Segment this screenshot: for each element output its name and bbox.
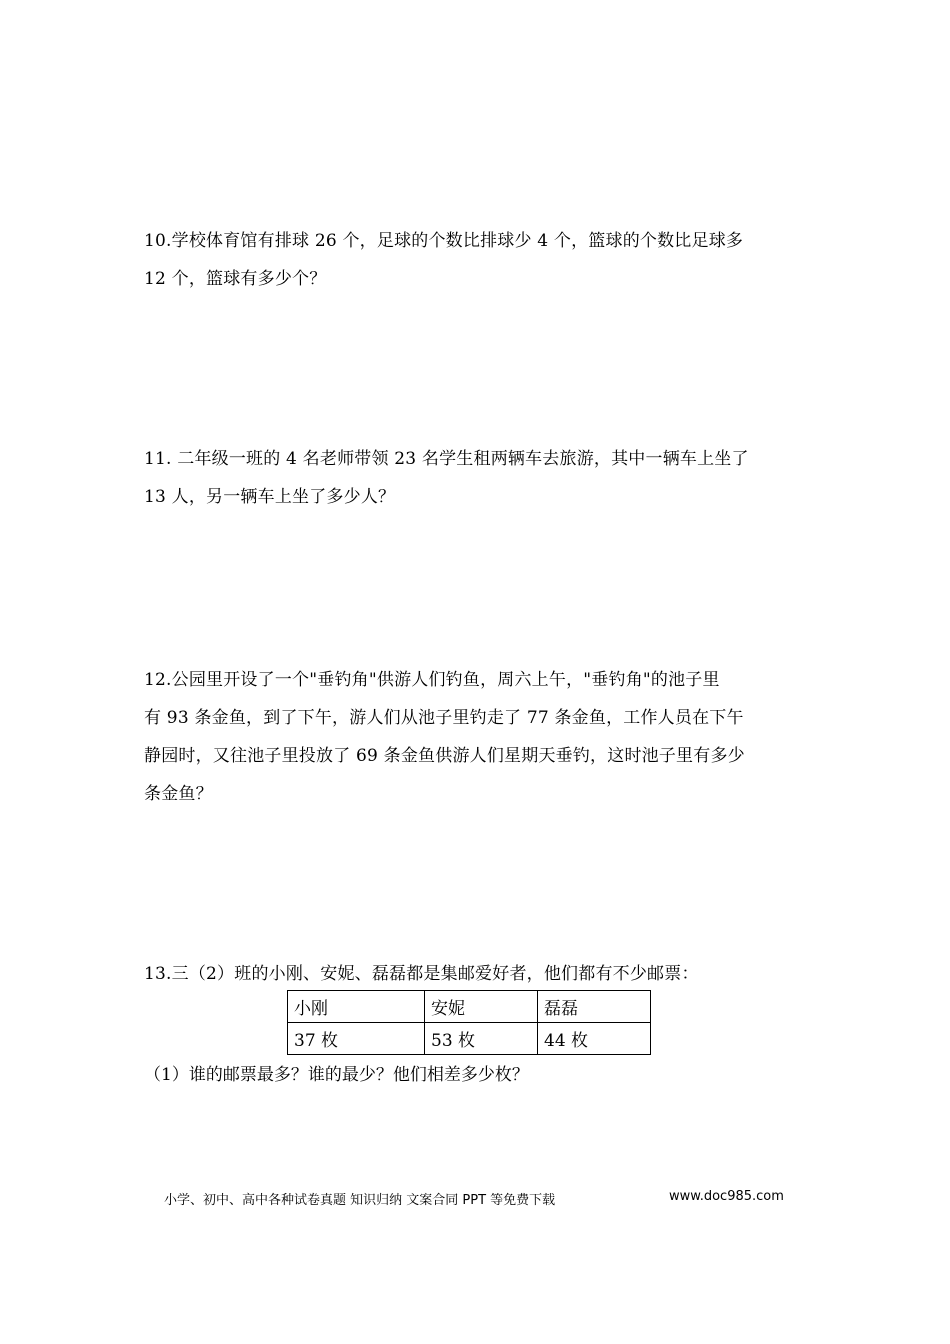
table-cell-name-anni: 安妮: [425, 991, 538, 1023]
problem-11: [144, 440, 814, 516]
footer-text: 小学、初中、高中各种试卷真题 知识归纳 文案合同 PPT 等免费下载: [164, 1193, 556, 1208]
table-cell-name-leilei: 磊磊: [538, 991, 651, 1023]
problem-13-line-1: 13.三（2）班的小刚、安妮、磊磊都是集邮爱好者，他们都有不少邮票：: [144, 964, 699, 984]
problem-13-sub-question-1: （1）谁的邮票最多？谁的最少？他们相差多少枚？: [144, 1065, 529, 1085]
problem-12-line-2: 有 93 条金鱼，到了下午，游人们从池子里钓走了 77 条金鱼，工作人员在下午: [144, 708, 744, 728]
footer-url: www.doc985.com: [669, 1189, 784, 1204]
problem-11-line-2: 13 人，另一辆车上坐了多少人？: [144, 487, 396, 507]
page-footer: [164, 1189, 804, 1208]
problem-12-line-1: 12.公园里开设了一个"垂钓角"供游人们钓鱼，周六上午，"垂钓角"的池子里: [144, 670, 720, 690]
table-row-names: [288, 991, 651, 1023]
problem-12-line-3: 静园时，又往池子里投放了 69 条金鱼供游人们星期天垂钓，这时池子里有多少: [144, 746, 745, 766]
table-cell-name-xiaogang: 小刚: [288, 991, 425, 1023]
problem-12-line-4: 条金鱼？: [144, 784, 213, 804]
problem-12: [144, 661, 814, 813]
problem-10: [144, 222, 814, 298]
problem-10-line-1: 10.学校体育馆有排球 26 个，足球的个数比排球少 4 个，篮球的个数比足球多: [144, 231, 744, 251]
table-cell-count-anni: 53 枚: [425, 1023, 538, 1055]
table-cell-count-xiaogang: 37 枚: [288, 1023, 425, 1055]
table-cell-count-leilei: 44 枚: [538, 1023, 651, 1055]
table-row-counts: [288, 1023, 651, 1055]
problem-10-line-2: 12 个，篮球有多少个？: [144, 269, 327, 289]
stamp-table: [287, 990, 651, 1055]
problem-13: [144, 955, 814, 993]
problem-11-line-1: 11. 二年级一班的 4 名老师带领 23 名学生租两辆车去旅游，其中一辆车上坐了: [144, 449, 749, 469]
